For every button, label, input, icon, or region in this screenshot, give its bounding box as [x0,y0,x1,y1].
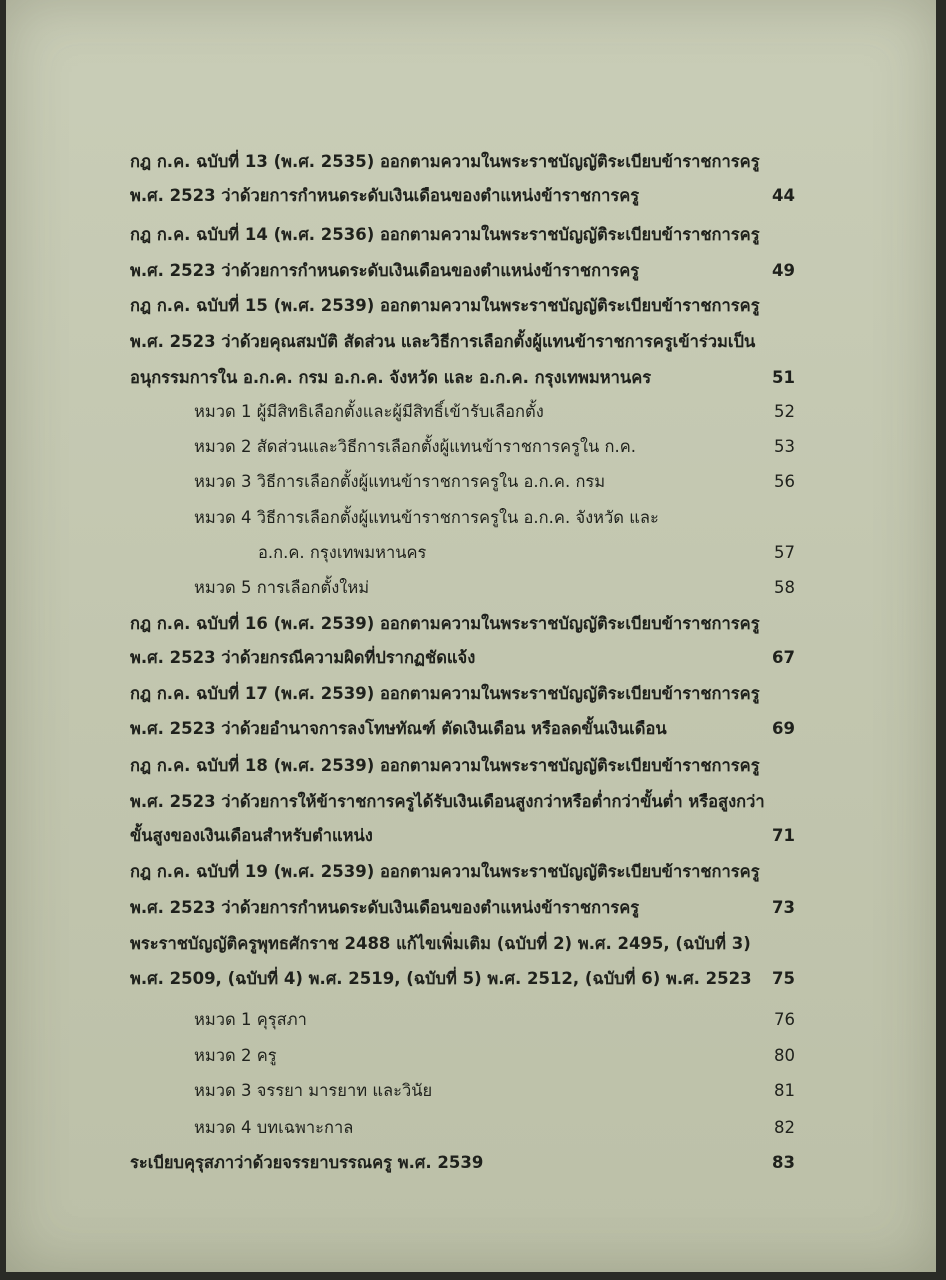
toc-entry-text: ระเบียบคุรุสภาว่าด้วยจรรยาบรรณครู พ.ศ. 2539 [130,1153,484,1172]
toc-entry [6,573,936,603]
toc-page-number: 49 [772,261,795,280]
toc-page-number: 44 [772,186,795,205]
toc-entry-text: กฎ ก.ค. ฉบับที่ 18 (พ.ศ. 2539) ออกตามความในพระราชบัญญัติระเบียบข้าราชการครู [130,756,760,775]
toc-page-number: 51 [772,368,795,387]
toc-entry-text: หมวด 2 สัดส่วนและวิธีการเลือกตั้งผู้แทนข้าราชการครูใน ก.ค. [194,437,637,456]
toc-entry-text: พระราชบัญญัติครูพุทธศักราช 2488 แก้ไขเพิ่มเติม (ฉบับที่ 2) พ.ศ. 2495, (ฉบับที่ 3) [130,934,751,953]
toc-entry [6,503,936,533]
toc-entry [6,467,936,497]
toc-entry-text: หมวด 3 วิธีการเลือกตั้งผู้แทนข้าราชการครูใน อ.ก.ค. กรม [194,472,606,491]
toc-entry [6,1005,936,1035]
toc-page-number: 69 [772,719,795,738]
toc-entry-text: พ.ศ. 2523 ว่าด้วยคุณสมบัติ สัดส่วน และวิธีการเลือกตั้งผู้แทนข้าราชการครูเข้าร่วมเป็น [130,332,756,351]
toc-entry-text: พ.ศ. 2523 ว่าด้วยการกำหนดระดับเงินเดือนของตำแหน่งข้าราชการครู [130,261,640,280]
toc-page-number: 83 [772,1153,795,1172]
toc-entry [6,327,936,357]
toc-entry [6,397,936,427]
toc-page-number: 81 [774,1081,795,1100]
toc-entry [6,432,936,462]
toc-entry-text: กฎ ก.ค. ฉบับที่ 19 (พ.ศ. 2539) ออกตามความในพระราชบัญญัติระเบียบข้าราชการครู [130,862,760,881]
toc-entry [6,363,936,393]
toc-entry [6,256,936,286]
toc-entry-text: พ.ศ. 2523 ว่าด้วยการกำหนดระดับเงินเดือนของตำแหน่งข้าราชการครู [130,898,640,917]
toc-entry [6,893,936,923]
toc-entry [6,787,936,817]
toc-page-number: 58 [774,578,795,597]
toc-entry [6,1041,936,1071]
toc-entry [6,643,936,673]
toc-entry-text: พ.ศ. 2523 ว่าด้วยกรณีความผิดที่ปรากฏชัดแจ้ง [130,648,476,667]
toc-entry [6,1076,936,1106]
toc-entry-text: หมวด 4 บทเฉพาะกาล [194,1118,354,1137]
toc-entry-text: หมวด 1 คุรุสภา [194,1010,307,1029]
toc-page-number: 80 [774,1046,795,1065]
toc-entry-text: พ.ศ. 2509, (ฉบับที่ 4) พ.ศ. 2519, (ฉบับที่ 5) พ.ศ. 2512, (ฉบับที่ 6) พ.ศ. 2523 [130,969,752,988]
toc-page-number: 57 [774,543,795,562]
toc-entry [6,147,936,177]
toc-entry-text: หมวด 3 จรรยา มารยาท และวินัย [194,1081,433,1100]
toc-entry-text: หมวด 1 ผู้มีสิทธิเลือกตั้งและผู้มีสิทธิ์เข้ารับเลือกตั้ง [194,402,544,421]
toc-entry [6,714,936,744]
toc-entry-text: ขั้นสูงของเงินเดือนสำหรับตำแหน่ง [130,826,373,845]
toc-page-number: 52 [774,402,795,421]
toc-entry-text: อนุกรรมการใน อ.ก.ค. กรม อ.ก.ค. จังหวัด และ อ.ก.ค. กรุงเทพมหานคร [130,368,652,387]
document-page [6,0,936,1272]
toc-page-number: 53 [774,437,795,456]
toc-entry-text: กฎ ก.ค. ฉบับที่ 15 (พ.ศ. 2539) ออกตามความในพระราชบัญญัติระเบียบข้าราชการครู [130,296,760,315]
toc-entry-text: กฎ ก.ค. ฉบับที่ 16 (พ.ศ. 2539) ออกตามความในพระราชบัญญัติระเบียบข้าราชการครู [130,614,760,633]
toc-page-number: 73 [772,898,795,917]
toc-entry-text: หมวด 2 ครู [194,1046,277,1065]
toc-entry [6,609,936,639]
toc-page-number: 56 [774,472,795,491]
toc-entry [6,1113,936,1143]
toc-entry-text: พ.ศ. 2523 ว่าด้วยการให้ข้าราชการครูได้รับเงินเดือนสูงกว่าหรือต่ำกว่าขั้นต่ำ หรือสูงกว่า [130,792,765,811]
toc-page-number: 76 [774,1010,795,1029]
toc-entry [6,964,936,994]
toc-entry [6,751,936,781]
toc-entry [6,181,936,211]
toc-entry-text: กฎ ก.ค. ฉบับที่ 14 (พ.ศ. 2536) ออกตามความในพระราชบัญญัติระเบียบข้าราชการครู [130,225,760,244]
toc-entry-text: อ.ก.ค. กรุงเทพมหานคร [258,543,427,562]
toc-entry-text: พ.ศ. 2523 ว่าด้วยการกำหนดระดับเงินเดือนของตำแหน่งข้าราชการครู [130,186,640,205]
toc-entry-text: หมวด 5 การเลือกตั้งใหม่ [194,578,370,597]
toc-entry-text: พ.ศ. 2523 ว่าด้วยอำนาจการลงโทษทัณฑ์ ตัดเงินเดือน หรือลดขั้นเงินเดือน [130,719,667,738]
toc-entry [6,220,936,250]
toc-entry [6,679,936,709]
toc-entry-text: กฎ ก.ค. ฉบับที่ 13 (พ.ศ. 2535) ออกตามความในพระราชบัญญัติระเบียบข้าราชการครู [130,152,760,171]
toc-entry [6,857,936,887]
toc-entry-text: กฎ ก.ค. ฉบับที่ 17 (พ.ศ. 2539) ออกตามความในพระราชบัญญัติระเบียบข้าราชการครู [130,684,760,703]
toc-entry [6,538,936,568]
toc-entry-text: หมวด 4 วิธีการเลือกตั้งผู้แทนข้าราชการครูใน อ.ก.ค. จังหวัด และ [194,508,659,527]
toc-page-number: 71 [772,826,795,845]
toc-entry [6,929,936,959]
toc-entry [6,821,936,851]
toc-page-number: 82 [774,1118,795,1137]
toc-entry [6,1148,936,1178]
toc-page-number: 75 [772,969,795,988]
toc-entry [6,291,936,321]
toc-page-number: 67 [772,648,795,667]
